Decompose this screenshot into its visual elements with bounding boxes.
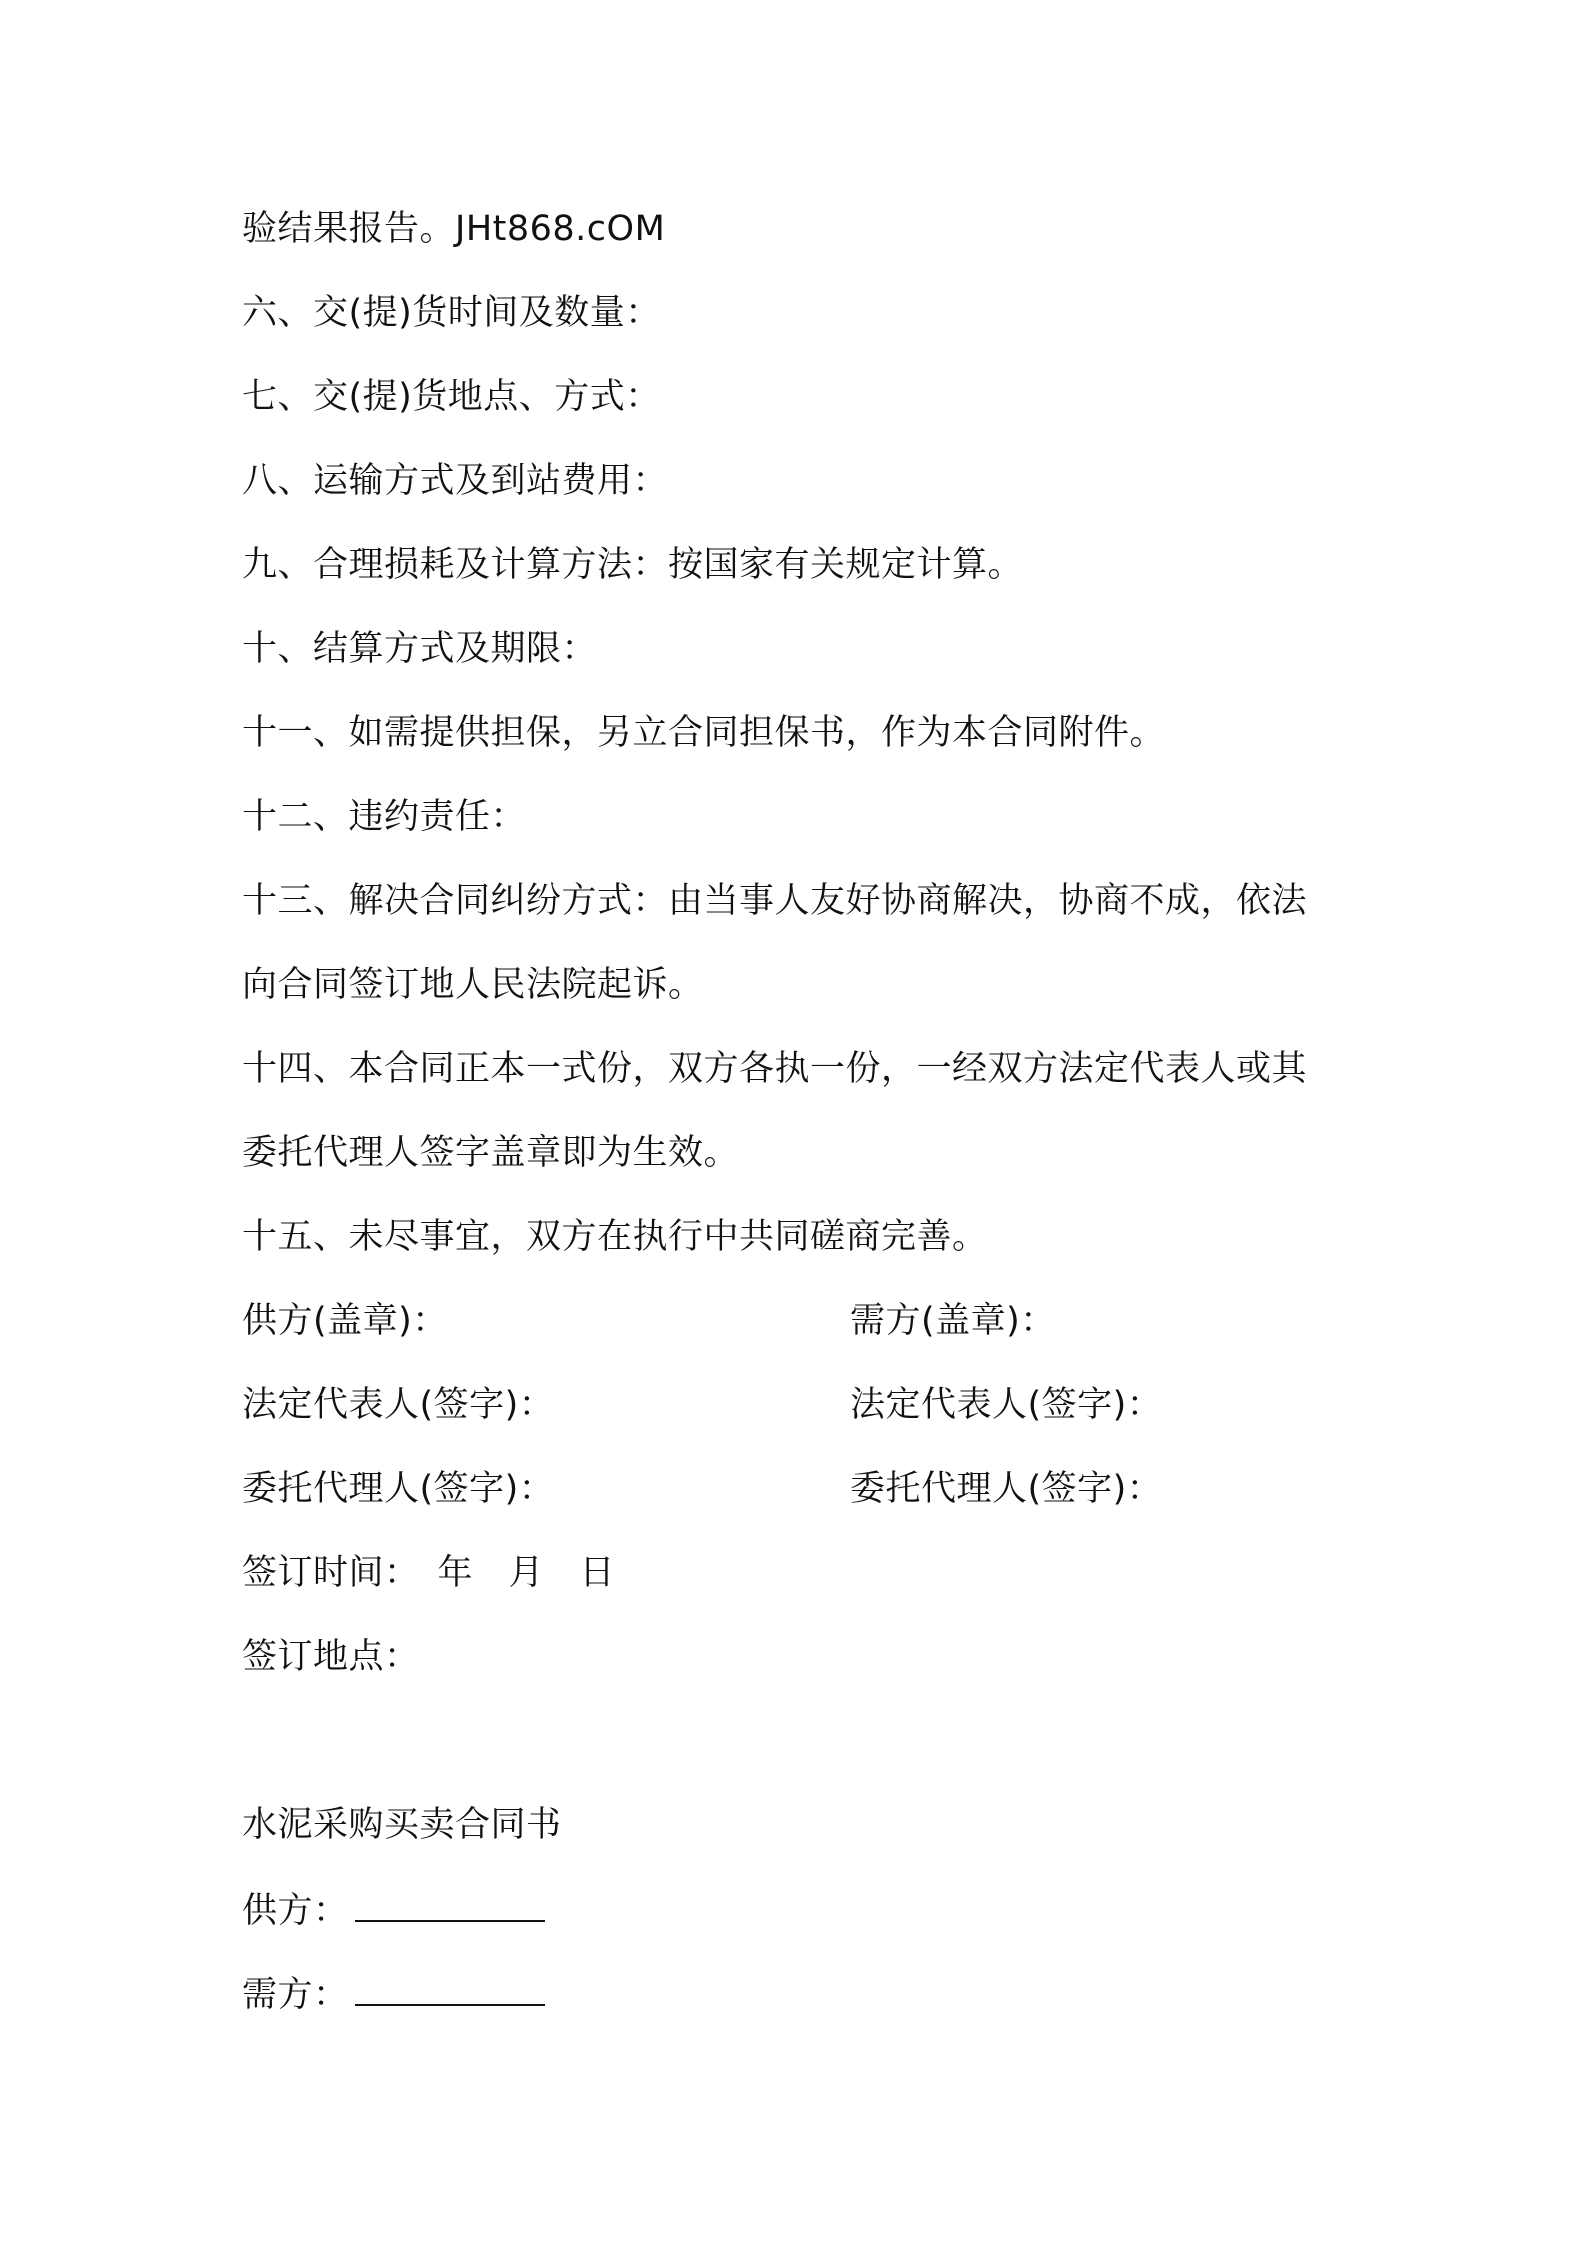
clause-line: 委托代理人签字盖章即为生效。 xyxy=(242,1133,740,1173)
buyer-seal-label: 需方(盖章)： xyxy=(850,1301,1056,1341)
supplier-rep-label: 法定代表人(签字)： xyxy=(242,1385,555,1425)
clause-line: 十五、未尽事宜，双方在执行中共同磋商完善。 xyxy=(242,1217,988,1257)
sign-place-label: 签订地点： xyxy=(242,1637,420,1677)
buyer-agent-label: 委托代理人(签字)： xyxy=(850,1469,1163,1509)
clause-line: 七、交(提)货地点、方式： xyxy=(242,377,661,417)
buyer-blank xyxy=(355,1970,545,2006)
next-supplier-line xyxy=(242,1886,545,1932)
clause-line: 验结果报告。JHt868.cOM xyxy=(242,209,666,249)
clause-line: 六、交(提)货时间及数量： xyxy=(242,293,661,333)
next-buyer-line xyxy=(242,1970,545,2016)
buyer-rep-label: 法定代表人(签字)： xyxy=(850,1385,1163,1425)
clause-line: 十、结算方式及期限： xyxy=(242,629,598,669)
next-supplier-label: 供方： xyxy=(242,1891,349,1931)
clause-line: 九、合理损耗及计算方法：按国家有关规定计算。 xyxy=(242,545,1024,585)
clause-line: 向合同签订地人民法院起诉。 xyxy=(242,965,704,1005)
clause-line: 八、运输方式及到站费用： xyxy=(242,461,669,501)
sign-time-label: 签订时间： 年 月 日 xyxy=(242,1553,616,1593)
next-buyer-label: 需方： xyxy=(242,1975,349,2015)
clause-line: 十三、解决合同纠纷方式：由当事人友好协商解决，协商不成，依法 xyxy=(242,881,1308,921)
clause-line: 十一、如需提供担保，另立合同担保书，作为本合同附件。 xyxy=(242,713,1166,753)
supplier-blank xyxy=(355,1886,545,1922)
clause-line: 十二、违约责任： xyxy=(242,797,527,837)
clause-line: 十四、本合同正本一式份，双方各执一份，一经双方法定代表人或其 xyxy=(242,1049,1308,1089)
next-contract-title: 水泥采购买卖合同书 xyxy=(242,1805,562,1845)
supplier-agent-label: 委托代理人(签字)： xyxy=(242,1469,555,1509)
supplier-seal-label: 供方(盖章)： xyxy=(242,1301,448,1341)
